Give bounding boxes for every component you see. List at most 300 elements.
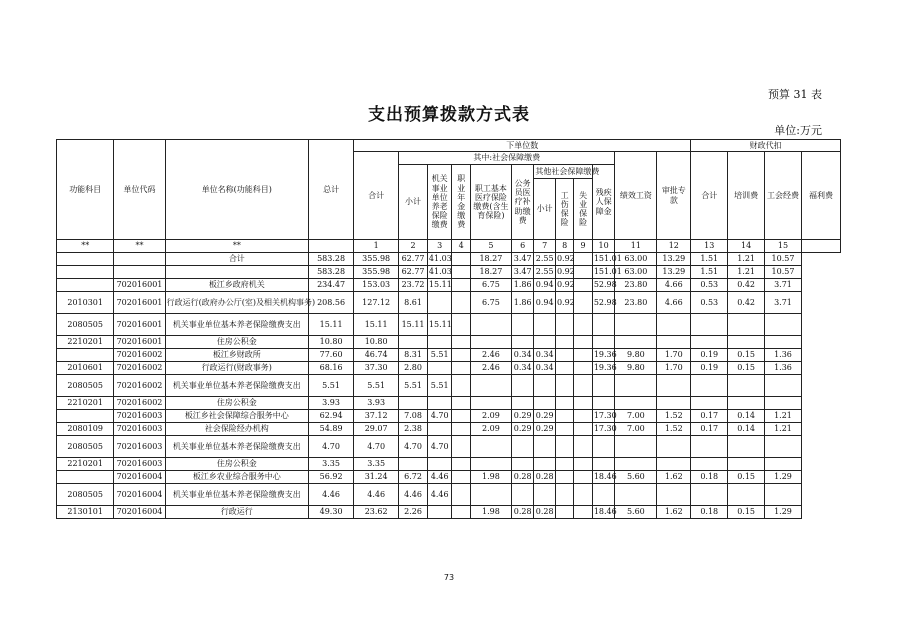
hdr-training: 培训费 [728, 152, 765, 240]
value-cell-c10: 18.46 [592, 471, 615, 484]
unit-name-cell: 行政运行(财政事务) [165, 362, 308, 375]
value-cell-c6: 0.28 [511, 506, 534, 519]
value-cell-c4 [452, 397, 470, 410]
hdr-perf-salary: 绩效工资 [615, 152, 657, 240]
value-cell-c5: 2.46 [470, 362, 511, 375]
unit-code-cell: 702016002 [114, 349, 165, 362]
value-cell-c4 [452, 362, 470, 375]
hdr-disabled: 残疾人保障金 [592, 165, 615, 240]
value-cell-c11 [615, 336, 657, 349]
value-cell-c5 [470, 336, 511, 349]
table-row [57, 292, 841, 314]
value-cell-c13 [691, 375, 728, 397]
unit-name-cell: 机关事业单位基本养老保险缴费支出 [165, 375, 308, 397]
value-cell-c6: 0.34 [511, 362, 534, 375]
value-cell-c6: 0.34 [511, 349, 534, 362]
value-cell-c4 [452, 423, 470, 436]
hdr-unemploy: 失业保险 [574, 179, 592, 240]
value-cell-c6: 0.29 [511, 410, 534, 423]
value-cell-c2: 15.11 [399, 314, 428, 336]
value-cell-c8 [555, 336, 573, 349]
value-cell-c4 [452, 266, 470, 279]
value-cell-c10 [592, 314, 615, 336]
value-cell-c13: 0.19 [691, 349, 728, 362]
value-cell-c15 [765, 458, 802, 471]
value-cell-c7 [534, 375, 556, 397]
value-cell-c5: 1.98 [470, 506, 511, 519]
hdr-approved: 审批专款 [657, 152, 691, 240]
index-cell: ** [165, 240, 308, 253]
value-cell-c7: 0.29 [534, 423, 556, 436]
value-cell-c3 [427, 336, 452, 349]
unit-code-cell: 702016004 [114, 471, 165, 484]
value-cell-c7: 0.29 [534, 410, 556, 423]
value-cell-c5 [470, 484, 511, 506]
value-cell-c1: 31.24 [354, 471, 399, 484]
total-cell: 4.46 [309, 484, 354, 506]
value-cell-c3: 5.51 [427, 375, 452, 397]
value-cell-c5 [470, 397, 511, 410]
value-cell-c10: 18.46 [592, 506, 615, 519]
page-number: 73 [443, 573, 455, 582]
value-cell-c15 [765, 314, 802, 336]
unit-code-cell [114, 253, 165, 266]
index-row [57, 240, 841, 253]
value-cell-c8 [555, 458, 573, 471]
value-cell-c4 [452, 253, 470, 266]
value-cell-c5 [470, 375, 511, 397]
value-cell-c11: 23.80 [615, 292, 657, 314]
value-cell-c12 [657, 458, 691, 471]
value-cell-c13: 0.17 [691, 410, 728, 423]
value-cell-c3 [427, 458, 452, 471]
value-cell-c3 [427, 397, 452, 410]
hdr-subtotal: 小计 [399, 165, 428, 240]
value-cell-c7: 2.55 [534, 253, 556, 266]
value-cell-c2: 23.72 [399, 279, 428, 292]
value-cell-c13: 0.53 [691, 292, 728, 314]
hdr-annuity: 职业年金缴费 [452, 165, 470, 240]
value-cell-c2: 4.70 [399, 436, 428, 458]
func-code-cell: 2010601 [57, 362, 114, 375]
total-cell: 77.60 [309, 349, 354, 362]
value-cell-c7: 2.55 [534, 266, 556, 279]
hdr-fin-total: 合计 [691, 152, 728, 240]
total-cell: 234.47 [309, 279, 354, 292]
value-cell-c12: 1.62 [657, 471, 691, 484]
hdr-other-subtotal: 小计 [534, 179, 556, 240]
value-cell-c7: 0.94 [534, 279, 556, 292]
value-cell-c9 [574, 458, 592, 471]
value-cell-c1: 5.51 [354, 375, 399, 397]
value-cell-c14: 1.21 [728, 266, 765, 279]
unit-code-cell: 702016001 [114, 279, 165, 292]
value-cell-c9 [574, 266, 592, 279]
value-cell-c13: 0.19 [691, 362, 728, 375]
value-cell-c6 [511, 314, 534, 336]
hdr-lower-total: 合计 [354, 152, 399, 240]
value-cell-c14: 0.15 [728, 362, 765, 375]
value-cell-c4 [452, 349, 470, 362]
document-title: 支出预算拨款方式表 [368, 105, 530, 125]
value-cell-c12 [657, 397, 691, 410]
value-cell-c11 [615, 458, 657, 471]
value-cell-c14 [728, 314, 765, 336]
value-cell-c7 [534, 458, 556, 471]
hdr-union: 工会经费 [765, 152, 802, 240]
unit-code-cell: 702016003 [114, 410, 165, 423]
value-cell-c14 [728, 436, 765, 458]
value-cell-c10: 17.30 [592, 410, 615, 423]
index-cell: 8 [555, 240, 573, 253]
value-cell-c1: 15.11 [354, 314, 399, 336]
value-cell-c6: 0.29 [511, 423, 534, 436]
value-cell-c1: 4.70 [354, 436, 399, 458]
hdr-total: 总计 [309, 140, 354, 240]
value-cell-c10: 52.98 [592, 279, 615, 292]
value-cell-c3: 4.70 [427, 410, 452, 423]
index-cell: ** [57, 240, 114, 253]
value-cell-c11 [615, 484, 657, 506]
index-cell: 12 [657, 240, 691, 253]
unit-code-cell: 702016003 [114, 458, 165, 471]
value-cell-c2: 5.51 [399, 375, 428, 397]
value-cell-c2: 7.08 [399, 410, 428, 423]
value-cell-c7 [534, 436, 556, 458]
value-cell-c1: 3.93 [354, 397, 399, 410]
value-cell-c6 [511, 458, 534, 471]
func-code-cell: 2010301 [57, 292, 114, 314]
value-cell-c9 [574, 292, 592, 314]
value-cell-c11: 5.60 [615, 471, 657, 484]
value-cell-c4 [452, 292, 470, 314]
value-cell-c1: 29.07 [354, 423, 399, 436]
value-cell-c5 [470, 436, 511, 458]
table-row [57, 375, 841, 397]
table-row [57, 349, 841, 362]
value-cell-c10: 19.36 [592, 349, 615, 362]
value-cell-c12: 1.70 [657, 349, 691, 362]
value-cell-c14: 1.21 [728, 253, 765, 266]
unit-code-cell: 702016004 [114, 484, 165, 506]
value-cell-c3 [427, 362, 452, 375]
func-code-cell: 2080505 [57, 375, 114, 397]
value-cell-c9 [574, 506, 592, 519]
func-code-cell: 2210201 [57, 336, 114, 349]
value-cell-c6 [511, 375, 534, 397]
value-cell-c4 [452, 436, 470, 458]
hdr-civil-medical: 公务员医疗补助缴费 [511, 165, 534, 240]
func-code-cell: 2210201 [57, 397, 114, 410]
value-cell-c2 [399, 458, 428, 471]
value-cell-c13: 1.51 [691, 266, 728, 279]
unit-name-cell: 板江乡财政所 [165, 349, 308, 362]
value-cell-c8 [555, 506, 573, 519]
value-cell-c2: 2.80 [399, 362, 428, 375]
total-cell: 583.28 [309, 266, 354, 279]
value-cell-c14: 0.15 [728, 471, 765, 484]
value-cell-c15: 1.36 [765, 362, 802, 375]
value-cell-c3: 15.11 [427, 279, 452, 292]
value-cell-c11 [615, 314, 657, 336]
value-cell-c5: 2.09 [470, 410, 511, 423]
value-cell-c8 [555, 410, 573, 423]
value-cell-c3: 5.51 [427, 349, 452, 362]
unit-code-cell [114, 266, 165, 279]
table-row [57, 253, 841, 266]
table-row [57, 314, 841, 336]
value-cell-c15: 1.29 [765, 506, 802, 519]
value-cell-c15 [765, 436, 802, 458]
value-cell-c14 [728, 484, 765, 506]
value-cell-c12: 1.52 [657, 423, 691, 436]
value-cell-c2: 6.72 [399, 471, 428, 484]
value-cell-c15 [765, 484, 802, 506]
value-cell-c13 [691, 484, 728, 506]
table-body [57, 253, 841, 519]
value-cell-c9 [574, 471, 592, 484]
value-cell-c8 [555, 349, 573, 362]
value-cell-c8 [555, 484, 573, 506]
value-cell-c13: 0.18 [691, 471, 728, 484]
total-cell: 68.16 [309, 362, 354, 375]
value-cell-c6: 1.86 [511, 292, 534, 314]
value-cell-c9 [574, 336, 592, 349]
func-code-cell: 2080109 [57, 423, 114, 436]
unit-code-cell: 702016002 [114, 375, 165, 397]
func-code-cell [57, 410, 114, 423]
value-cell-c5: 18.27 [470, 253, 511, 266]
value-cell-c1: 3.35 [354, 458, 399, 471]
table-row [57, 458, 841, 471]
value-cell-c13 [691, 436, 728, 458]
value-cell-c9 [574, 349, 592, 362]
unit-name-cell: 板江乡农业综合服务中心 [165, 471, 308, 484]
value-cell-c4 [452, 484, 470, 506]
value-cell-c13: 0.53 [691, 279, 728, 292]
func-code-cell [57, 349, 114, 362]
unit-name-cell: 行政运行(政府办公厅(室)及相关机构事务) [165, 292, 308, 314]
value-cell-c7: 0.28 [534, 471, 556, 484]
value-cell-c14 [728, 336, 765, 349]
value-cell-c3: 4.70 [427, 436, 452, 458]
value-cell-c2 [399, 336, 428, 349]
value-cell-c5: 6.75 [470, 279, 511, 292]
unit-name-cell: 合计 [165, 253, 308, 266]
value-cell-c10: 151.01 [592, 253, 615, 266]
value-cell-c9 [574, 279, 592, 292]
unit-name-cell: 机关事业单位基本养老保险缴费支出 [165, 314, 308, 336]
total-cell: 583.28 [309, 253, 354, 266]
value-cell-c9 [574, 484, 592, 506]
hdr-other-social: 其他社会保障缴费 [534, 165, 592, 179]
value-cell-c3 [427, 292, 452, 314]
total-cell: 54.89 [309, 423, 354, 436]
value-cell-c12: 4.66 [657, 292, 691, 314]
value-cell-c4 [452, 279, 470, 292]
func-code-cell [57, 471, 114, 484]
total-cell: 15.11 [309, 314, 354, 336]
value-cell-c14: 0.42 [728, 279, 765, 292]
value-cell-c9 [574, 253, 592, 266]
value-cell-c10 [592, 458, 615, 471]
value-cell-c14: 0.15 [728, 506, 765, 519]
value-cell-c8 [555, 397, 573, 410]
func-code-cell [57, 279, 114, 292]
value-cell-c7: 0.34 [534, 349, 556, 362]
index-cell: 15 [765, 240, 802, 253]
unit-code-cell: 702016001 [114, 292, 165, 314]
unit-name-cell [165, 266, 308, 279]
hdr-injury: 工伤保险 [555, 179, 573, 240]
table-row [57, 362, 841, 375]
value-cell-c1: 127.12 [354, 292, 399, 314]
value-cell-c8 [555, 362, 573, 375]
value-cell-c12: 1.62 [657, 506, 691, 519]
value-cell-c8: 0.92 [555, 279, 573, 292]
value-cell-c3: 4.46 [427, 484, 452, 506]
value-cell-c4 [452, 410, 470, 423]
index-cell: 14 [728, 240, 765, 253]
index-cell: 4 [452, 240, 470, 253]
value-cell-c5 [470, 314, 511, 336]
unit-code-cell: 702016001 [114, 336, 165, 349]
value-cell-c8 [555, 314, 573, 336]
value-cell-c8: 0.92 [555, 253, 573, 266]
hdr-medical: 职工基本医疗保险缴费(含生育保险) [470, 165, 511, 240]
func-code-cell: 2080505 [57, 436, 114, 458]
value-cell-c6 [511, 336, 534, 349]
value-cell-c6: 0.28 [511, 471, 534, 484]
table-number: 预算 31 表 [768, 88, 822, 101]
value-cell-c9 [574, 436, 592, 458]
value-cell-c10 [592, 397, 615, 410]
value-cell-c14 [728, 375, 765, 397]
hdr-func-code: 功能科目 [57, 140, 114, 240]
func-code-cell: 2210201 [57, 458, 114, 471]
value-cell-c7 [534, 336, 556, 349]
value-cell-c8: 0.92 [555, 292, 573, 314]
value-cell-c1: 37.30 [354, 362, 399, 375]
value-cell-c1: 355.98 [354, 266, 399, 279]
unit-name-cell: 机关事业单位基本养老保险缴费支出 [165, 436, 308, 458]
total-cell: 3.93 [309, 397, 354, 410]
value-cell-c4 [452, 314, 470, 336]
value-cell-c7 [534, 314, 556, 336]
value-cell-c5: 2.46 [470, 349, 511, 362]
unit-name-cell: 板江乡政府机关 [165, 279, 308, 292]
hdr-unit-name: 单位名称(功能科目) [165, 140, 308, 240]
unit-name-cell: 住房公积金 [165, 397, 308, 410]
value-cell-c12: 13.29 [657, 266, 691, 279]
index-cell: 3 [427, 240, 452, 253]
table-header [57, 140, 841, 253]
index-cell: 2 [399, 240, 428, 253]
value-cell-c14 [728, 397, 765, 410]
value-cell-c7: 0.94 [534, 292, 556, 314]
value-cell-c15: 1.21 [765, 410, 802, 423]
index-cell: 13 [691, 240, 728, 253]
func-code-cell: 2080505 [57, 484, 114, 506]
value-cell-c14 [728, 458, 765, 471]
value-cell-c2: 4.46 [399, 484, 428, 506]
value-cell-c5: 1.98 [470, 471, 511, 484]
value-cell-c10: 17.30 [592, 423, 615, 436]
hdr-lower-unit: 下单位数 [354, 140, 691, 152]
value-cell-c7: 0.34 [534, 362, 556, 375]
unit-code-cell: 702016002 [114, 397, 165, 410]
value-cell-c11 [615, 375, 657, 397]
value-cell-c12 [657, 484, 691, 506]
value-cell-c4 [452, 506, 470, 519]
table-row [57, 397, 841, 410]
value-cell-c10: 52.98 [592, 292, 615, 314]
value-cell-c7: 0.28 [534, 506, 556, 519]
value-cell-c11: 7.00 [615, 423, 657, 436]
table-row [57, 484, 841, 506]
value-cell-c11: 63.00 [615, 266, 657, 279]
value-cell-c10 [592, 375, 615, 397]
unit-code-cell: 702016003 [114, 436, 165, 458]
value-cell-c15 [765, 397, 802, 410]
table-row [57, 279, 841, 292]
value-cell-c3: 41.03 [427, 266, 452, 279]
total-cell: 62.94 [309, 410, 354, 423]
value-cell-c11: 5.60 [615, 506, 657, 519]
value-cell-c15: 10.57 [765, 253, 802, 266]
value-cell-c14: 0.15 [728, 349, 765, 362]
value-cell-c2: 2.38 [399, 423, 428, 436]
value-cell-c8 [555, 471, 573, 484]
index-cell [801, 240, 840, 253]
value-cell-c9 [574, 375, 592, 397]
index-cell: 1 [354, 240, 399, 253]
value-cell-c11: 23.80 [615, 279, 657, 292]
value-cell-c1: 10.80 [354, 336, 399, 349]
value-cell-c15: 3.71 [765, 279, 802, 292]
value-cell-c2 [399, 397, 428, 410]
value-cell-c5: 2.09 [470, 423, 511, 436]
value-cell-c14: 0.14 [728, 423, 765, 436]
value-cell-c10: 19.36 [592, 362, 615, 375]
index-cell: 9 [574, 240, 592, 253]
value-cell-c11 [615, 436, 657, 458]
value-cell-c15 [765, 375, 802, 397]
value-cell-c13: 0.18 [691, 506, 728, 519]
value-cell-c13: 1.51 [691, 253, 728, 266]
value-cell-c9 [574, 423, 592, 436]
value-cell-c13 [691, 314, 728, 336]
value-cell-c1: 23.62 [354, 506, 399, 519]
value-cell-c15: 10.57 [765, 266, 802, 279]
value-cell-c4 [452, 336, 470, 349]
total-cell: 4.70 [309, 436, 354, 458]
total-cell: 5.51 [309, 375, 354, 397]
table-row [57, 336, 841, 349]
unit-name-cell: 行政运行 [165, 506, 308, 519]
value-cell-c7 [534, 484, 556, 506]
value-cell-c8 [555, 375, 573, 397]
value-cell-c6 [511, 397, 534, 410]
total-cell: 49.30 [309, 506, 354, 519]
func-code-cell: 2130101 [57, 506, 114, 519]
value-cell-c12: 1.52 [657, 410, 691, 423]
unit-code-cell: 702016002 [114, 362, 165, 375]
unit-name-cell: 住房公积金 [165, 336, 308, 349]
index-cell [309, 240, 354, 253]
value-cell-c9 [574, 410, 592, 423]
index-cell: 10 [592, 240, 615, 253]
